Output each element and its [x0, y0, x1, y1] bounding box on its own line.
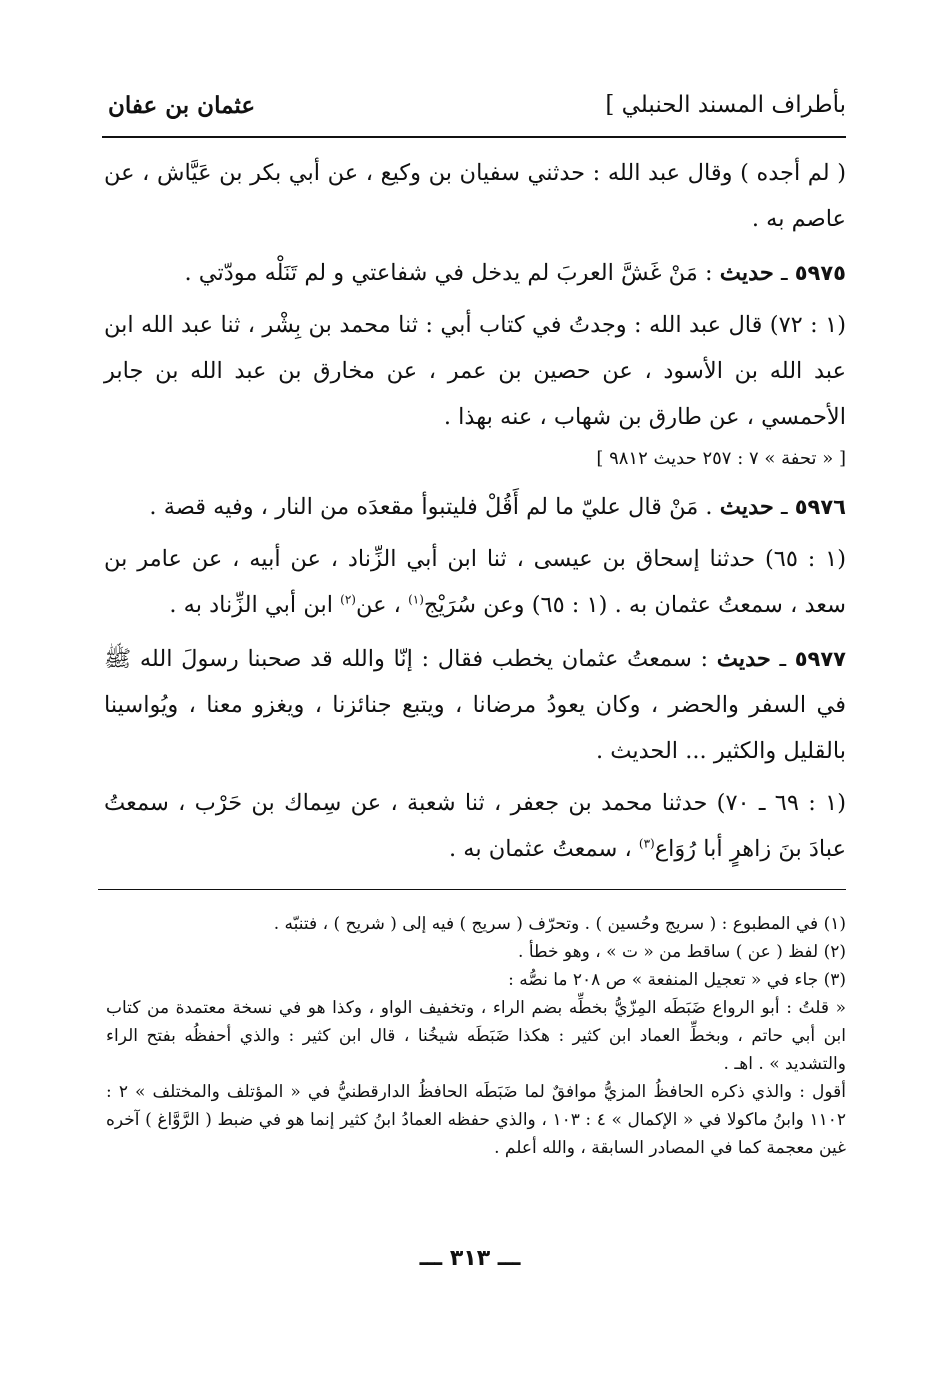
main-text: [104, 150, 846, 872]
hadith-text: : سمعتُ عثمان يخطب فقال : إنّا والله قد صحبنا رسولَ الله ﷺ في السفر والحضر ، وكان يعودُ مرضانا ، ويتبع جنائزنا ، ويغزو معنا ، ويُواسينا بالقليل والكثير ... الحديث .: [104, 646, 846, 764]
isnad-text: (١ : ٦٥) حدثنا إسحاق بن عيسى ، ثنا ابن أبي الزِّناد ، عن أبيه ، عن عامر بن سعد ، سمعتُ عثمان به . (١ : ٦٥) وعن سُرَيْج: [104, 546, 846, 618]
isnad-text: (١ : ٦٩ ـ ٧٠) حدثنا محمد بن جعفر ، ثنا شعبة ، عن سِماك بن حَرْب ، سمعتُ عبادَ بنَ زاهرٍ أبا رُوَاع: [104, 790, 846, 862]
hadith-5977-heading: ٥٩٧٧ ـ حديث : سمعتُ عثمان يخطب فقال : إنّا والله قد صحبنا رسولَ الله ﷺ في السفر والحضر ، وكان يعودُ مرضانا ، ويتبع جنائزنا ، ويغزو معنا ، ويُواسينا بالقليل والكثير ... الحديث .: [104, 646, 846, 764]
hadith-5976-heading: ٥٩٧٦ ـ حديث . مَنْ قال عليّ ما لم أَقُلْ فليتبوأ مقعدَه من النار ، وفيه قصة .: [149, 494, 846, 520]
footnote-ref-3: (٣): [638, 836, 655, 851]
footnote-1: (١) في المطبوع : ( سريج وحُسين ) . وتحرّف ( سريج ) فيه إلى ( شريح ) ، فتنبّه .: [273, 914, 846, 934]
hadith-text: : مَنْ غَشَّ العربَ لم يدخل في شفاعتي و لم تَنَلْه مودّتي .: [184, 260, 713, 286]
isnad-text: ابن أبي الزِّناد به .: [169, 592, 341, 618]
hadith-text: . مَنْ قال عليّ ما لم أَقُلْ فليتبوأ مقعدَه من النار ، وفيه قصة .: [149, 494, 713, 520]
header-book-title: بأطراف المسند الحنبلي ]: [605, 92, 846, 118]
isnad-5975: (١ : ٧٢) قال عبد الله : وجدتُ في كتاب أبي : ثنا محمد بن بِشْر ، ثنا عبد الله ابن عبد الله بن الأسود ، عن حصين بن عمر ، عن مخارق بن عبد الله بن جابر الأحمسي ، عن طارق بن شهاب ، عنه بهذا .: [104, 312, 846, 430]
isnad-5977: [104, 780, 846, 872]
footnote-ref-1: (١): [408, 592, 424, 607]
paragraph-intro: ( لم أجده ) وقال عبد الله : حدثني سفيان بن وكيع ، عن أبي بكر بن عَيَّاش ، عن عاصم به .: [104, 160, 846, 232]
page-number: ـــ ٣١٣ ـــ: [419, 1246, 521, 1271]
footnote-ref-2: (٢): [340, 592, 356, 607]
running-header: [108, 92, 846, 132]
footnotes: [106, 910, 846, 1162]
hadith-keyword: حديث: [719, 260, 774, 286]
footnote-3-comment: أقول : والذي ذكره الحافظُ المزيُّ موافقٌ لما ضَبَطَه الحافظُ الدارقطنيُّ في « المؤتلف والمختلف » ٢ : ١١٠٢ وابنُ ماكولا في « الإكمال » ٤ : ١٠٣ ، والذي حفظه العمادُ ابنُ كثير إنما هو في ضبط ( الرَّوَّاغ ) آخره غين معجمة كما في المصادر السابقة ، والله أعلم .: [106, 1082, 847, 1158]
hadith-5975-heading: ٥٩٧٥ ـ حديث : مَنْ غَشَّ العربَ لم يدخل في شفاعتي و لم تَنَلْه مودّتي .: [184, 260, 846, 286]
tuhfa-reference: [ « تحفة » ٧ : ٢٥٧ حديث ٩٨١٢ ]: [596, 448, 846, 469]
footnote-rule: [98, 889, 846, 890]
footnote-3-quote: « قلتُ : أبو الرواع ضَبَطَه المِزّيُّ بخطِّه بضم الراء ، وتخفيف الواو ، وكذا هو في نسخة معتمدة من كتاب ابن أبي حاتم ، وبخطِّ العماد ابن كثير : هكذا ضَبَطَه شيخُنا ، قال ابن كثير : والذي أحفظُه بفتح الراء والتشديد » . اهـ .: [106, 998, 846, 1074]
footnote-3: (٣) جاء في « تعجيل المنفعة » ص ٢٠٨ ما نصُّه :: [508, 970, 846, 990]
hadith-keyword: حديث: [719, 494, 774, 520]
header-rule: [102, 136, 846, 138]
isnad-text: ، سمعتُ عثمان به .: [448, 836, 639, 862]
hadith-number: ٥٩٧٥: [794, 261, 846, 285]
isnad-5976: [104, 536, 846, 628]
hadith-keyword: حديث: [716, 646, 771, 672]
hadith-number: ٥٩٧٧: [794, 647, 846, 671]
isnad-text: ، عن: [355, 592, 409, 618]
footnote-2: (٢) لفظ ( عن ) ساقط من « ت » ، وهو خطأ .: [518, 942, 846, 962]
header-section-title: عثمان بن عفان: [108, 92, 256, 119]
hadith-number: ٥٩٧٦: [794, 495, 846, 519]
